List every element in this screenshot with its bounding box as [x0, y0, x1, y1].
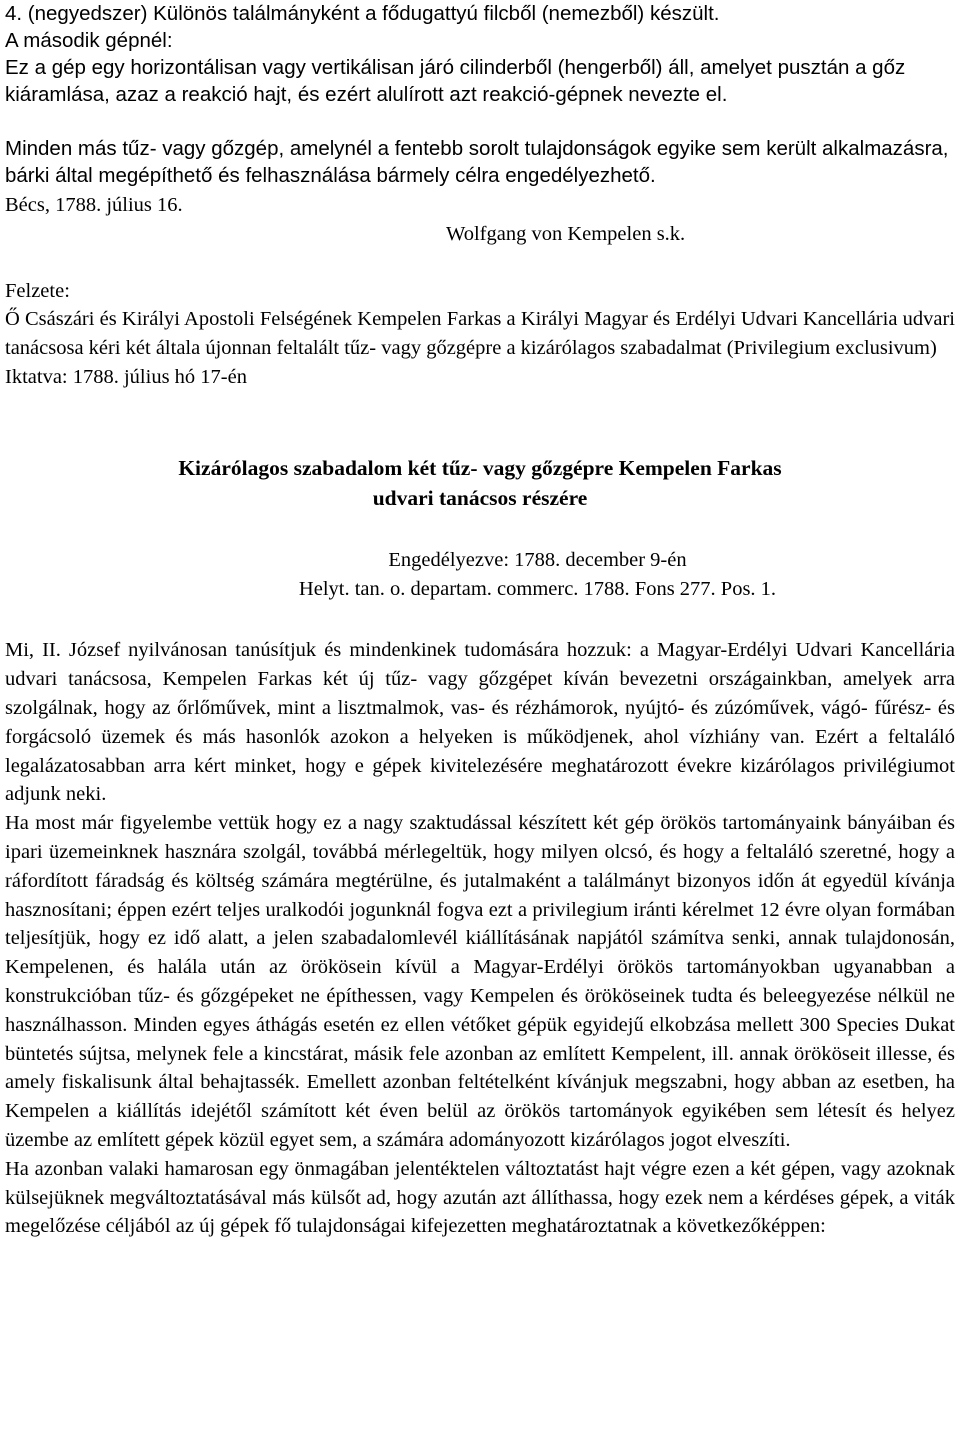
approval-block [5, 546, 955, 604]
decree-paragraph-3: Ha azonban valaki hamarosan egy önmagában jelentéktelen változtatást hajt végre ezen a két gépen, vagy azoknak külsejüknek megváltoztatásával más külsőt ad, hogy azután azt állíthassa, hogy ezek nem a kérdéses gépek, a viták megelőzése céljából az új gépek fő tulajdonságai kifejezetten meghatároztatnak a következőképpen: [5, 1157, 955, 1238]
second-machine-heading: A második gépnél: [5, 29, 173, 52]
signature: Wolfgang von Kempelen s.k. [446, 222, 686, 245]
section-general-clause [5, 135, 955, 249]
archive-reference: Helyt. tan. o. departam. commerc. 1788. Fons 277. Pos. 1. [298, 577, 777, 600]
place-date: Bécs, 1788. július 16. [5, 194, 183, 216]
approval-date: Engedélyezve: 1788. december 9-én [388, 548, 687, 571]
endorsement-heading: Felzete: [5, 279, 70, 302]
title-line-1: Kizárólagos szabadalom két tűz- vagy gőzgépre Kempelen Farkas [178, 455, 782, 480]
item-4-line: 4. (negyedszer) Különös találmányként a fődugattyú filcből (nemezből) készült. [5, 2, 720, 25]
endorsement-text: Ő Császári és Királyi Apostoli Felségének Kempelen Farkas a Királyi Magyar és Erdélyi Udvari Kancellária udvari tanácsosa kéri két általa újonnan feltalált tűz- vagy gőzgépre a kizárólagos szabadalmat (Privilegium exclusivum) [5, 308, 955, 360]
document-title [5, 453, 955, 513]
document-page [5, 0, 955, 1241]
decree-body [5, 636, 955, 1241]
title-line-2: udvari tanácsos részére [372, 485, 588, 510]
general-clause-paragraph: Minden más tűz- vagy gőzgép, amelynél a fentebb sorolt tulajdonságok egyike sem került alkalmazásra, bárki által megépíthető és felhasználása bármely célra engedélyezhető. [5, 137, 949, 187]
section-second-machine [5, 0, 955, 108]
second-machine-description: Ez a gép egy horizontálisan vagy vertikálisan járó cilinderből (hengerből) áll, amelyet pusztán a gőz kiáramlása, azaz a reakció hajt, és ezért alulírott azt reakció-gépnek nevezte el. [5, 56, 906, 106]
decree-paragraph-2: Ha most már figyelembe vettük hogy ez a nagy szaktudással készített két gép örökös tartományaink bányáiban és ipari üzemeinknek hasznára szolgál, továbbá mérlegeltük, hogy milyen olcsó, és hogy a feltaláló szeretné, hogy a ráfordított fáradság és költség számára megtérülne, és jutalmaként a találmányt bizonyos időn át egyedül kívánja hasznosítani; éppen ezért teljes uralkodói jogunknál fogva ezt a privilegium iránti kérelmet 12 évre olyan formában teljesítjük, hogy ez idő alatt, a jelen szabadalomlevél kiállításának napjától számítva senki, annak tulajdonosán, Kempelenen, és halála után az örökösein kívül a Magyar-Erdélyi örökös tartományokban ugyanabban a konstrukcióban tűz- és gőzgépeket ne építhessen, vagy Kempelen és örököseinek tudta és beleegyezése nélkül ne használhasson. Minden egyes áthágás esetén ez ellen vétőket gépük egyidejű elkobzása mellett 300 Species Dukat büntetés sújtsa, melynek fele a kincstárat, másik fele azonban az említett Kempelent, ill. annak örököseit illesse, és amely fiskalisunk által behajtassék. Emellett azonban feltételként kívánjuk megszabni, hogy abban az esetben, ha Kempelen a kiállítás idejétől számított két éven belül az örökös tartományok egyikében sem létesít és helyez üzembe az említett gépek közül egyet sem, a számára adományozott kizárólagos jogot elveszíti. [5, 812, 955, 1151]
section-endorsement [5, 277, 955, 392]
decree-paragraph-1: Mi, II. József nyilvánosan tanúsítjuk és mindenkinek tudomására hozzuk: a Magyar-Erdélyi Udvari Kancellária udvari tanácsosa, Kempelen Farkas két új tűz- vagy gőzgépet kíván bevezetni országainkban, amelyek arra szolgálnak, hogy az őrlőművek, mint a lisztmalmok, vas- és rézhámorok, nyújtó- és zúzóművek, vágó- fűrész- és forgácsoló üzemek és más hasonlók azokon a helyeken is működjenek, ahol vízhiány van. Ezért a feltaláló legalázatosabban arra kért minket, hogy e gépek kivitelezésére meghatározott évekre kizárólagos privilégiumot adjunk neki. [5, 639, 955, 806]
filed-date: Iktatva: 1788. július hó 17-én [5, 365, 247, 388]
